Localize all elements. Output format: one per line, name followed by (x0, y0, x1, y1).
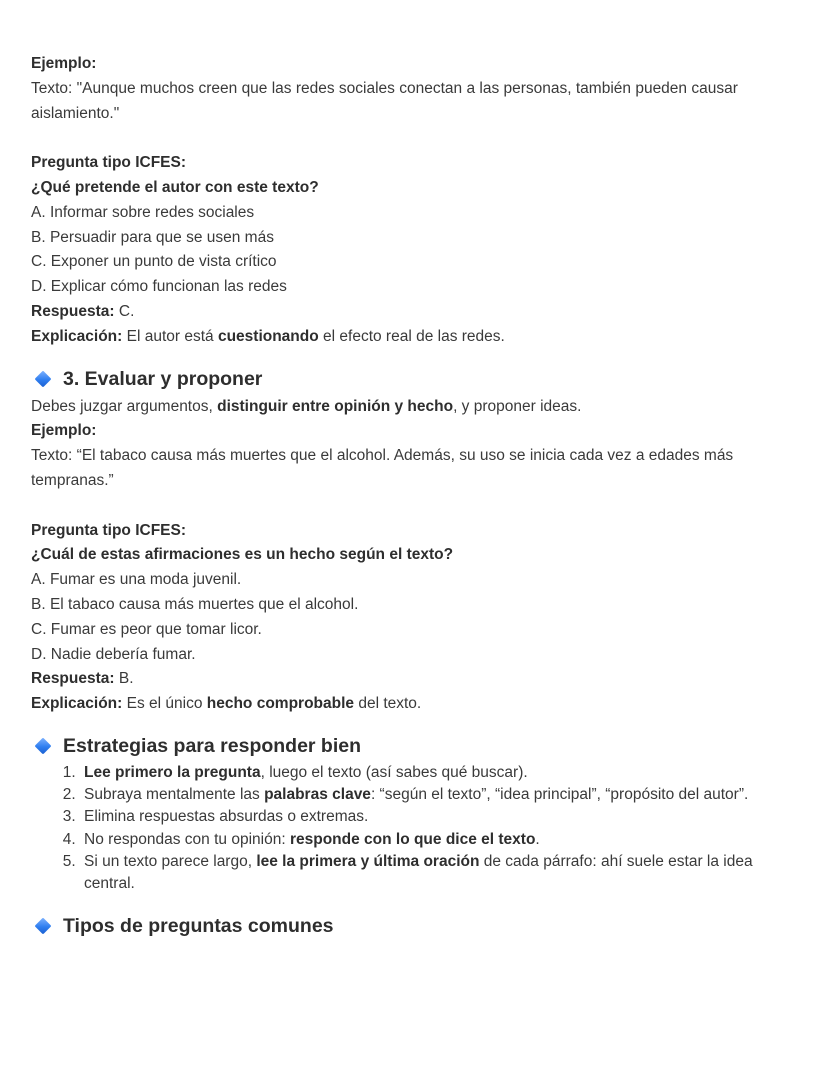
item-emphasis: lee la primera y última oración (256, 852, 480, 870)
example-label: Ejemplo: (31, 422, 97, 440)
explanation-line (31, 692, 778, 717)
section-heading-text: Tipos de preguntas comunes (63, 915, 334, 938)
list-item (80, 851, 778, 895)
list-item (80, 784, 778, 806)
blue-diamond-icon (35, 918, 52, 935)
option-b: B. Persuadir para que se usen más (31, 228, 274, 246)
question-type-label: Pregunta tipo ICFES: (31, 154, 186, 172)
blue-diamond-icon (35, 370, 52, 387)
section-intro (31, 395, 778, 420)
list-item (80, 829, 778, 851)
intro-text-end: , y proponer ideas. (453, 397, 582, 415)
example-text: Texto: “El tabaco causa más muertes que el alcohol. Además, su uso se inicia cada vez a edades más tempranas.” (31, 447, 734, 489)
intro-emphasis: distinguir entre opinión y hecho (217, 397, 454, 415)
answer-value: B. (114, 670, 134, 688)
answer-label: Respuesta: (31, 670, 115, 688)
intro-text: Debes juzgar argumentos, (31, 397, 218, 415)
option-c: C. Exponer un punto de vista crítico (31, 253, 277, 271)
option-b: B. El tabaco causa más muertes que el alcohol. (31, 595, 359, 613)
explanation-text-end: del texto. (354, 695, 422, 713)
answer-label: Respuesta: (31, 302, 115, 320)
answer-value: C. (114, 302, 135, 320)
question-text: ¿Qué pretende el autor con este texto? (31, 178, 319, 196)
option-d: D. Explicar cómo funcionan las redes (31, 278, 287, 296)
item-text: Subraya mentalmente las (84, 786, 265, 804)
question-text: ¿Cuál de estas afirmaciones es un hecho según el texto? (31, 546, 454, 564)
explanation-emphasis: cuestionando (217, 327, 319, 345)
explanation-label: Explicación: (31, 695, 123, 713)
item-emphasis: Lee primero la pregunta (84, 763, 261, 781)
item-text-end: de cada párrafo: ahí suele estar la idea central. (84, 852, 753, 892)
answer-line (31, 300, 778, 325)
item-emphasis: palabras clave (264, 786, 371, 804)
strategies-list (31, 762, 778, 895)
explanation-emphasis: hecho comprobable (206, 695, 355, 713)
blue-diamond-icon (35, 737, 52, 754)
option-c: C. Fumar es peor que tomar licor. (31, 620, 262, 638)
explanation-label: Explicación: (31, 327, 123, 345)
item-text: Si un texto parece largo, (84, 852, 257, 870)
explanation-text: El autor está (122, 327, 218, 345)
section-heading-text: Estrategias para responder bien (63, 734, 362, 757)
item-text: Elimina respuestas absurdas o extremas. (84, 808, 369, 826)
item-text-end: : “según el texto”, “idea principal”, “propósito del autor”. (370, 786, 749, 804)
question-type-label: Pregunta tipo ICFES: (31, 521, 186, 539)
answer-line (31, 667, 778, 692)
option-a: A. Fumar es una moda juvenil. (31, 571, 242, 589)
list-item (80, 806, 778, 828)
section-heading-evaluar (31, 365, 778, 393)
item-text: No respondas con tu opinión: (84, 830, 290, 848)
explanation-text: Es el único (122, 695, 207, 713)
section-heading-tipos (31, 912, 778, 940)
example-label: Ejemplo: (31, 55, 97, 72)
example-text: Texto: "Aunque muchos creen que las redes sociales conectan a las personas, también pueden causar aislamiento." (31, 79, 738, 122)
item-text: , luego el texto (así sabes qué buscar). (260, 763, 528, 781)
explanation-line (31, 325, 778, 350)
section-heading-text: 3. Evaluar y proponer (63, 367, 263, 390)
section-heading-estrategias (31, 732, 778, 760)
option-d: D. Nadie debería fumar. (31, 645, 196, 663)
item-text-end: . (535, 830, 540, 848)
option-a: A. Informar sobre redes sociales (31, 203, 255, 221)
item-emphasis: responde con lo que dice el texto (289, 830, 536, 848)
list-item (80, 762, 778, 784)
explanation-text-end: el efecto real de las redes. (318, 327, 505, 345)
